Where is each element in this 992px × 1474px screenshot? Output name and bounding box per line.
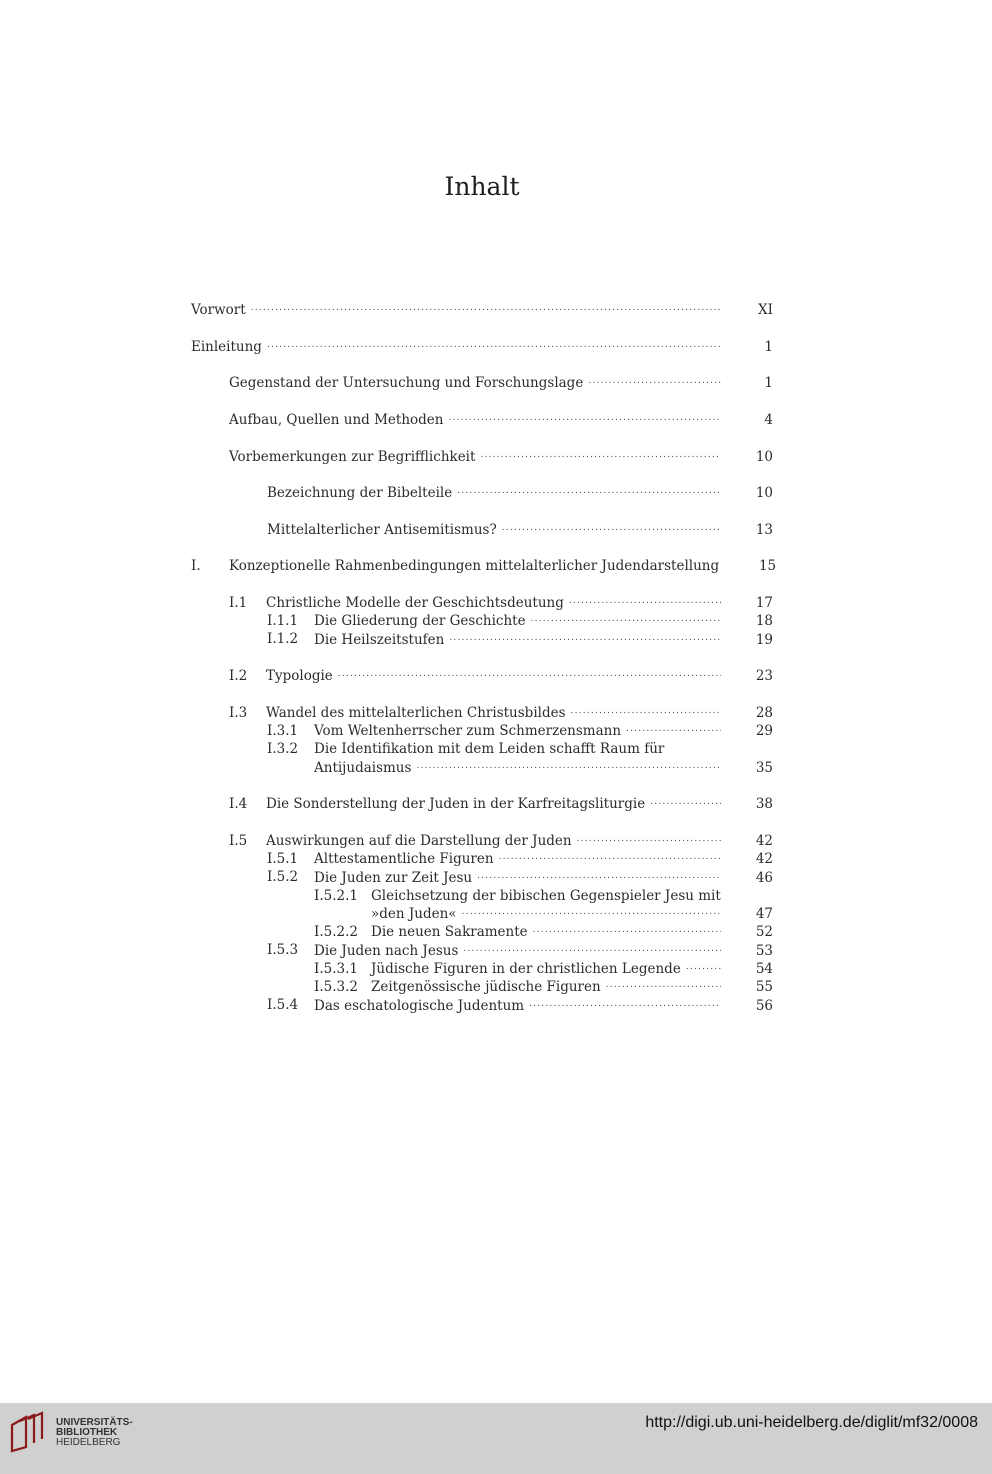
toc-entry[interactable] xyxy=(191,758,773,776)
toc-title: Gegenstand der Untersuchung und Forschungslage xyxy=(229,375,584,392)
toc-page-number: 1 xyxy=(764,338,773,355)
toc-number: I.5.2.2 xyxy=(314,924,358,941)
toc-entry[interactable] xyxy=(191,338,773,356)
toc-entry[interactable] xyxy=(191,667,773,685)
toc-entry[interactable] xyxy=(191,832,773,850)
dot-leader xyxy=(650,795,721,813)
toc-page-number: 42 xyxy=(755,832,773,849)
dot-leader xyxy=(502,521,721,539)
toc-page-number: 28 xyxy=(755,704,773,721)
toc-page-number: 38 xyxy=(755,796,773,813)
toc-entry[interactable] xyxy=(191,722,773,740)
toc-title: Auswirkungen auf die Darstellung der Juden xyxy=(266,832,572,849)
toc-entry[interactable] xyxy=(191,978,773,996)
dot-leader xyxy=(606,978,721,996)
dot-leader xyxy=(571,704,721,722)
toc-number: I.3.1 xyxy=(267,722,299,739)
dot-leader xyxy=(686,960,721,978)
toc-entry[interactable] xyxy=(191,557,777,575)
toc-number: I. xyxy=(191,558,201,575)
toc-title: Die Sonderstellung der Juden in der Karfreitagsliturgie xyxy=(266,796,646,813)
dot-leader xyxy=(267,338,721,356)
library-logo-text xyxy=(56,1418,133,1448)
toc-title: Die Heilszeitstufen xyxy=(314,631,445,648)
toc-page-number: 42 xyxy=(755,851,773,868)
toc-number: I.1.2 xyxy=(267,631,299,648)
toc-title: Gleichsetzung der bibischen Gegenspieler Jesu mit xyxy=(371,887,721,904)
toc-number: I.3.2 xyxy=(267,741,299,758)
dot-leader xyxy=(416,759,721,777)
dot-leader xyxy=(462,905,721,923)
toc-title: Die Juden zur Zeit Jesu xyxy=(314,869,473,886)
dot-leader xyxy=(449,631,721,649)
dot-leader xyxy=(338,667,721,685)
toc-title: Konzeptionelle Rahmenbedingungen mittelalterlicher Judendarstellung xyxy=(229,558,720,575)
dot-leader xyxy=(626,722,721,740)
toc-page-number: 47 xyxy=(755,906,773,923)
toc-entry[interactable] xyxy=(191,521,773,539)
source-url-link[interactable]: http://digi.ub.uni-heidelberg.de/diglit/mf32/0008 xyxy=(645,1414,978,1431)
toc-page-number: 35 xyxy=(755,759,773,776)
toc-entry[interactable] xyxy=(191,868,773,886)
toc-page-number: 10 xyxy=(755,485,773,502)
toc-number: I.2 xyxy=(229,667,248,684)
toc-title: Die Juden nach Jesus xyxy=(314,942,459,959)
dot-leader xyxy=(463,942,721,960)
toc-title: Vorbemerkungen zur Begrifflichkeit xyxy=(229,448,476,465)
toc-number: I.5.3 xyxy=(267,942,299,959)
toc-page-number: 1 xyxy=(764,375,773,392)
page-title: Inhalt xyxy=(444,172,520,201)
toc-entry[interactable] xyxy=(191,484,773,502)
toc-title: Die Gliederung der Geschichte xyxy=(314,613,526,630)
toc-page-number: 15 xyxy=(758,558,777,575)
toc-page-number: 18 xyxy=(755,613,773,630)
toc-title: Mittelalterlicher Antisemitismus? xyxy=(267,521,497,538)
toc-title: Das eschatologische Judentum xyxy=(314,997,525,1014)
toc-page-number: 56 xyxy=(755,997,773,1014)
toc-entry[interactable] xyxy=(191,374,773,392)
toc-page-number: 17 xyxy=(755,595,773,612)
dot-leader xyxy=(588,374,721,392)
toc-entry[interactable] xyxy=(191,447,773,465)
toc-entry[interactable] xyxy=(191,411,773,429)
toc-number: I.5.3.1 xyxy=(314,960,358,977)
logo-line: HEIDELBERG xyxy=(56,1437,121,1448)
toc-page-number: 52 xyxy=(755,924,773,941)
toc-page-number: 29 xyxy=(755,723,773,740)
toc-page-number: 13 xyxy=(755,521,773,538)
toc-entry[interactable] xyxy=(191,905,773,923)
toc-title: Die Identifikation mit dem Leiden schafft Raum für xyxy=(314,741,665,758)
toc-entry-line xyxy=(191,887,773,905)
toc-title: Einleitung xyxy=(191,338,262,355)
dot-leader xyxy=(499,850,721,868)
toc-title: »den Juden« xyxy=(371,906,457,923)
toc-number: I.5.2 xyxy=(267,869,299,886)
dot-leader xyxy=(577,832,721,850)
toc-number: I.1 xyxy=(229,594,248,611)
toc-number: I.3 xyxy=(229,704,248,721)
toc-number: I.4 xyxy=(229,796,248,813)
toc-title: Die neuen Sakramente xyxy=(371,924,528,941)
toc-entry[interactable] xyxy=(191,923,773,941)
library-logo-icon xyxy=(8,1411,48,1453)
dot-leader xyxy=(457,484,721,502)
toc-page-number: 10 xyxy=(755,448,773,465)
toc-entry[interactable] xyxy=(191,941,773,959)
toc-page-number: XI xyxy=(758,302,773,319)
toc-page-number: 54 xyxy=(755,960,773,977)
toc-title: Bezeichnung der Bibelteile xyxy=(267,485,453,502)
toc-entry[interactable] xyxy=(191,795,773,813)
dot-leader xyxy=(251,301,721,319)
toc-title: Vorwort xyxy=(191,302,246,319)
toc-entry[interactable] xyxy=(191,960,773,978)
dot-leader xyxy=(531,612,721,630)
toc-entry[interactable] xyxy=(191,630,773,648)
dot-leader xyxy=(477,869,721,887)
footer-bar xyxy=(0,1403,992,1474)
toc-title: Aufbau, Quellen und Methoden xyxy=(229,412,444,429)
toc-entry[interactable] xyxy=(191,594,773,612)
table-of-contents xyxy=(191,301,777,1015)
toc-page-number: 55 xyxy=(755,979,773,996)
toc-entry[interactable] xyxy=(191,301,773,319)
toc-page-number: 19 xyxy=(755,631,773,648)
toc-number: I.1.1 xyxy=(267,613,299,630)
dot-leader xyxy=(480,448,721,466)
toc-number: I.5.4 xyxy=(267,997,299,1014)
toc-title: Zeitgenössische jüdische Figuren xyxy=(371,979,601,996)
toc-entry[interactable] xyxy=(191,704,773,722)
toc-entry[interactable] xyxy=(191,996,773,1014)
toc-title: Jüdische Figuren in der christlichen Legende xyxy=(371,960,681,977)
toc-number: I.5.2.1 xyxy=(314,887,358,904)
toc-number: I.5.3.2 xyxy=(314,978,358,995)
logo-line: UNIVERSITÄTS- xyxy=(56,1417,133,1428)
dot-leader xyxy=(569,594,721,612)
toc-title: Typologie xyxy=(266,668,333,685)
toc-number: I.5.1 xyxy=(267,850,299,867)
toc-title: Wandel des mittelalterlichen Christusbildes xyxy=(266,704,566,721)
toc-page-number: 53 xyxy=(755,942,773,959)
toc-page-number: 23 xyxy=(755,668,773,685)
toc-entry-line xyxy=(191,740,773,758)
toc-title: Antijudaismus xyxy=(314,759,412,776)
toc-entry[interactable] xyxy=(191,850,773,868)
toc-title: Alttestamentliche Figuren xyxy=(314,851,494,868)
toc-title: Christliche Modelle der Geschichtsdeutung xyxy=(266,595,564,612)
dot-leader xyxy=(533,923,721,941)
logo-line: BIBLIOTHEK xyxy=(56,1427,118,1438)
toc-page-number: 4 xyxy=(764,412,773,429)
toc-entry[interactable] xyxy=(191,612,773,630)
dot-leader xyxy=(448,411,721,429)
toc-title: Vom Weltenherrscher zum Schmerzensmann xyxy=(314,723,622,740)
toc-number: I.5 xyxy=(229,832,248,849)
dot-leader xyxy=(529,997,721,1015)
toc-page-number: 46 xyxy=(755,869,773,886)
